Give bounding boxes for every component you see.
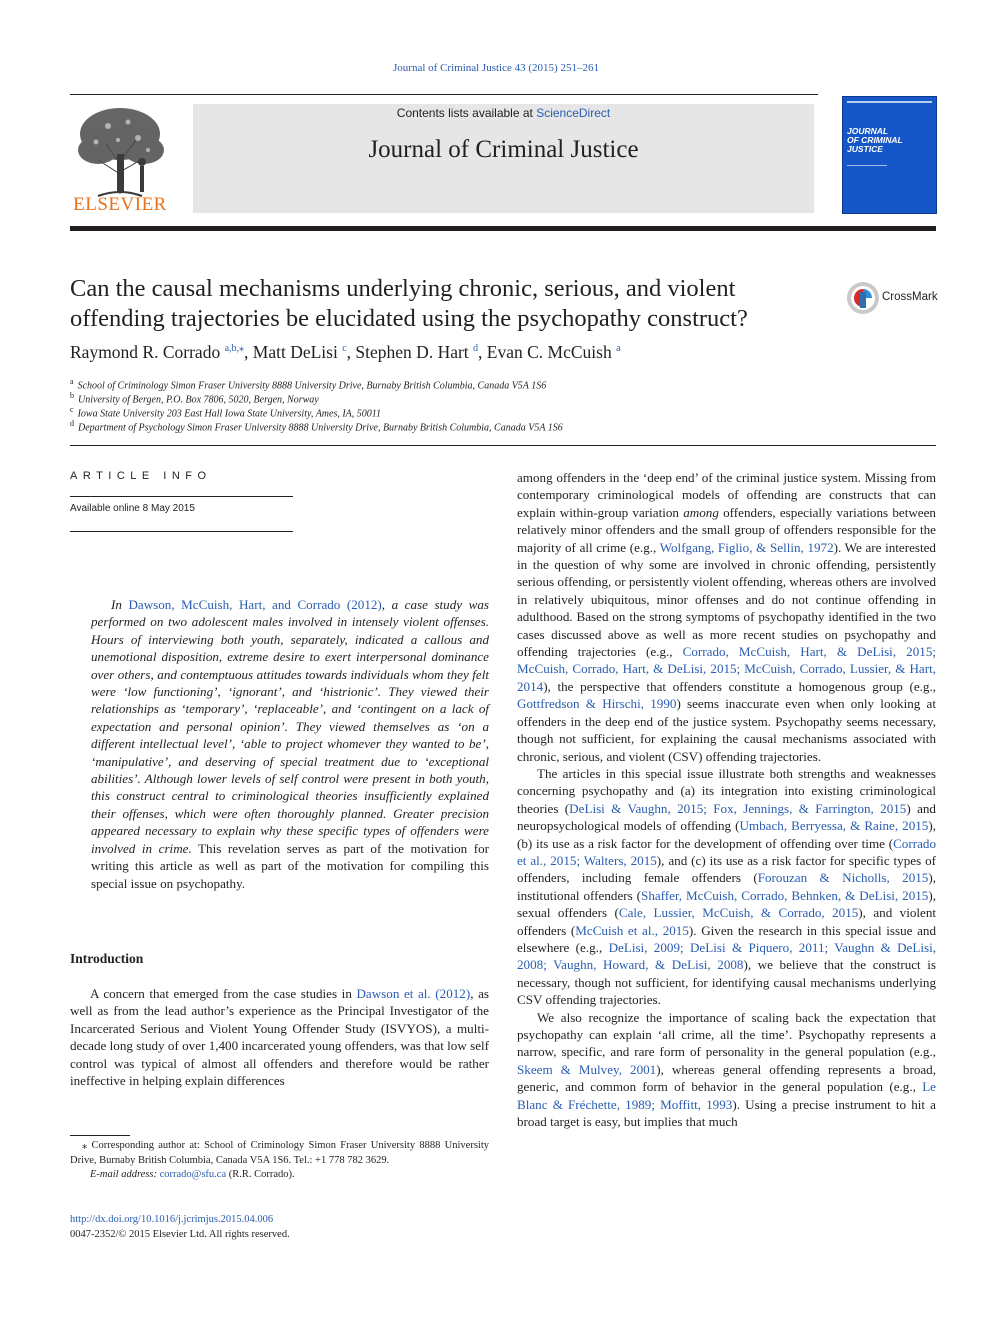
author-affiliation-marks[interactable]: a — [616, 343, 621, 355]
body-text: among offenders in the ‘deep end’ of the criminal justice system. Missing from contemporary criminological models of offending are constructs that can explain within-group variation — [517, 470, 936, 520]
reference-link[interactable]: Le Blanc & Fréchette, 1989; Moffitt, 1993 — [517, 1079, 936, 1112]
body-text: ), and (c) its use as a risk factor for specific types of offenders, including female offenders ( — [517, 852, 936, 886]
affiliation — [70, 391, 319, 405]
doi-block — [70, 1213, 290, 1242]
crossmark-button[interactable] — [846, 281, 946, 317]
right-column-body — [517, 469, 936, 1130]
corresponding-author-footnote — [70, 1139, 489, 1183]
body-text: ), (b) its use as a risk factor for the development of offending over time ( — [517, 818, 936, 851]
article-info-heading: ARTICLE INFO — [70, 470, 212, 482]
journal-title: Journal of Criminal Justice — [368, 136, 639, 163]
reference-link[interactable]: Corrado et al., 2015; Walters, 2015 — [517, 835, 936, 868]
reference-link[interactable]: Corrado, McCuish, Hart, & DeLisi, 2015; McCuish, Corrado, Hart, & DeLisi, 2015; McCuish, Corrado, Lussier, & Hart, 2014 — [517, 644, 936, 694]
journal-banner — [193, 104, 814, 213]
body-text: ), institutional offenders ( — [517, 870, 936, 903]
reference-link[interactable]: Umbach, Berryessa, & Raine, 2015 — [739, 818, 929, 834]
reference-link[interactable]: Dawson et al. (2012) — [356, 986, 471, 1001]
doi-link[interactable]: http://dx.doi.org/10.1016/j.jcrimjus.2015.04.006 — [70, 1214, 274, 1225]
body-text: ), the perspective that offenders constitute a homogenous group (e.g., — [543, 678, 936, 694]
affiliation-mark: c — [70, 405, 74, 414]
affiliation-divider — [70, 445, 936, 446]
body-text: ), and violent offenders ( — [517, 905, 937, 938]
article-title — [70, 274, 810, 334]
header-thick-divider — [70, 226, 936, 231]
reference-link[interactable]: Gottfredson & Hirschi, 1990 — [517, 696, 677, 712]
crossmark-icon — [846, 281, 880, 315]
affiliation-text: Iowa State University 203 East Hall Iowa State University, Ames, IA, 50011 — [77, 408, 382, 420]
affiliation-text: School of Criminology Simon Fraser University 8888 University Drive, Burnaby British Columbia, Canada V5A 1S6 — [77, 380, 547, 392]
body-text: offenders, especially variations between relatively minor offenders and the small group of offenders responsible for the majority of all crime (e.g., — [517, 504, 936, 555]
author-list — [70, 342, 621, 363]
abstract — [91, 596, 489, 892]
email-link[interactable]: corrado@sfu.ca — [159, 1169, 227, 1180]
journal-citation[interactable]: Journal of Criminal Justice 43 (2015) 251–261 — [393, 62, 599, 74]
author-affiliation-marks[interactable]: d — [473, 343, 479, 355]
affiliation-text: University of Bergen, P.O. Box 7806, 5020, Bergen, Norway — [78, 394, 319, 406]
affiliation — [70, 377, 546, 391]
article-info-divider — [70, 531, 293, 532]
article-info-divider — [70, 496, 293, 497]
body-text: ) and neuropsychological models of offending ( — [517, 800, 936, 834]
body-paragraph — [517, 1009, 936, 1131]
affiliation-text: Department of Psychology Simon Fraser University 8888 University Drive, Burnaby British Columbia, Canada V5A 1S6 — [78, 422, 563, 434]
reference-link[interactable]: Shaffer, McCuish, Corrado, Behnken, & DeLisi, 2015 — [641, 887, 929, 903]
body-text: , as well as from the lead author’s experience as the Principal Investigator of the Incarcerated Serious and Violent Young Offender Study (ISVYOS), a multi-decade long study of over 1,400 incarcerated young offenders, was that low self control was typical of almost all offenders and therefore would be rather ineffective in helping explain differences — [70, 986, 489, 1089]
reference-link[interactable]: Wolfgang, Figlio, & Sellin, 1972 — [659, 539, 834, 555]
reference-link[interactable]: McCuish et al., 2015 — [575, 922, 689, 938]
journal-cover-thumbnail[interactable] — [842, 96, 937, 214]
body-text: ), whereas general offending represents a broad, generic, and common form of behavior in the general population (e.g., — [517, 1061, 936, 1095]
emphasis-text: among — [683, 504, 719, 520]
body-text: The articles in this special issue illustrate both strengths and weaknesses concerning psychopathy and (a) its integration into existing criminological theories ( — [517, 765, 936, 816]
contents-prefix: Contents lists available at — [396, 106, 537, 120]
footnote-text: Corresponding author at: School of Criminology Simon Fraser University 8888 University Drive, Burnaby British Columbia, Canada V5A 1S6. Tel.: +1 778 782 3629. — [70, 1140, 489, 1166]
email-suffix: (R.R. Corrado). — [226, 1169, 295, 1180]
author-affiliation-marks[interactable]: c — [342, 343, 347, 355]
body-paragraph — [517, 469, 936, 765]
body-paragraph — [517, 765, 936, 1009]
cover-title-line: JUSTICE — [847, 144, 883, 154]
cover-title-line: JOURNAL — [847, 126, 889, 136]
author-name[interactable]: Raymond R. Corrado — [70, 342, 225, 362]
body-text: A concern that emerged from the case studies in — [90, 986, 357, 1001]
footnote-email-line — [70, 1168, 489, 1183]
copyright: 0047-2352/© 2015 Elsevier Ltd. All rights reserved. — [70, 1228, 290, 1240]
reference-link[interactable]: Cale, Lussier, McCuish, & Corrado, 2015 — [618, 905, 859, 921]
elsevier-wordmark: ELSEVIER — [73, 194, 167, 215]
cover-title-line: OF CRIMINAL — [847, 135, 903, 145]
body-text: ). Given the research in this special issue and elsewhere (e.g., — [517, 922, 937, 955]
affiliation-mark: a — [70, 377, 74, 386]
introduction-body — [70, 985, 489, 1089]
author-separator: , — [244, 342, 253, 362]
affiliation — [70, 405, 381, 419]
reference-link[interactable]: Skeem & Mulvey, 2001 — [517, 1061, 657, 1077]
affiliation-mark: b — [70, 391, 74, 400]
body-text: ). We are interested in the question of why some are involved in chronic offending, persistently serious offending, or persistently violent offending, whereas others are involved in relatively ubiquitous, minor offenses and do not continue offending in adulthood. Based on the strong symptoms of psychopathy identified in the two cases discussed above as well as more recent studies on psychopathy and offending trajectories (e.g., — [517, 539, 936, 660]
abstract-paragraph — [91, 596, 489, 892]
abstract-text: This revelation serves as part of the motivation for writing this article as well as part of the motivation for compiling this special issue on psychopathy. — [91, 840, 489, 891]
contents-line — [193, 106, 814, 120]
body-text: We also recognize the importance of scaling back the expectation that psychopathy can explain ‘all crime, all the time’. Psychopathy represents a narrow, specific, and rare form of personality in the general population (e.g., — [517, 1009, 936, 1060]
body-paragraph — [70, 985, 489, 1089]
author-affiliation-marks[interactable]: a,b,⁎ — [224, 343, 245, 355]
footnote-divider — [70, 1135, 130, 1136]
author-name[interactable]: Stephen D. Hart — [355, 342, 474, 362]
footnote-mark: ⁎ — [82, 1140, 88, 1151]
reference-link[interactable]: DeLisi & Vaughn, 2015; Fox, Jennings, & Farrington, 2015 — [569, 800, 907, 816]
reference-link[interactable]: Dawson, McCuish, Hart, and Corrado (2012) — [128, 597, 382, 612]
section-heading-introduction: Introduction — [70, 951, 144, 966]
article-title-line: offending trajectories be elucidated using the psychopathy construct? — [70, 305, 748, 332]
author-separator: , — [478, 342, 487, 362]
affiliation — [70, 419, 563, 433]
body-text: ), sexual offenders ( — [517, 887, 936, 921]
abstract-text: , a case study was performed on two adolescent males involved in intensely violent offenses. Hours of interviewing both youth, separately, indicated a callous and unemotional disposition, extreme desire to exert interpersonal dominance over others, and contemptuous attitudes towards individuals whom they felt were ‘low functioning’, ‘ignorant’, and ‘histrionic’. They viewed their relationships as ‘temporary’, ‘replaceable’, and ‘contingent on a lack of expectation and personal opinion’. They viewed themselves as ‘on a different intellectual level’, ‘able to project whomever they wanted to be’, ‘manipulative’, and deserving of special treatment due to ‘exceptional abilities’. Although lower levels of self control were present in both youth, this construct central to criminological theories insufficiently explained their offenses, which were often thoroughly planned. Greater precision appeared necessary to explain why these specific types of offenders were involved in crime. — [91, 597, 489, 856]
body-text: ), we believe that the construct is necessary, though not sufficient, for identifying causal mechanisms underlying CSV offending trajectories. — [517, 957, 936, 1008]
affiliation-mark: d — [70, 419, 74, 428]
footnote-line — [70, 1139, 489, 1168]
body-text: ) seems inaccurate even when only looking at offenders in the deep end of the justice system. Psychopathy seems necessary, though not sufficient, for explaining the causal mechanisms associated with chronic, serious, and violent (CSV) offending trajectories. — [517, 696, 936, 764]
sciencedirect-link[interactable]: ScienceDirect — [536, 106, 611, 120]
author-separator: , — [346, 342, 356, 362]
author-name[interactable]: Evan C. McCuish — [486, 342, 617, 362]
header-divider — [70, 94, 818, 95]
email-label: E-mail address: — [90, 1169, 160, 1180]
author-name[interactable]: Matt DeLisi — [252, 342, 343, 362]
elsevier-logo — [68, 104, 172, 216]
crossmark-label: CrossMark — [882, 291, 938, 303]
body-text: ). Using a precise instrument to hit a broad target is easy, but implies that much — [517, 1096, 936, 1130]
reference-link[interactable]: Forouzan & Nicholls, 2015 — [757, 870, 929, 886]
available-online: Available online 8 May 2015 — [70, 503, 195, 514]
reference-link[interactable]: DeLisi, 2009; DeLisi & Piquero, 2011; Vaughn & DeLisi, 2008; Vaughn, Howard, & DeLisi, 2008 — [517, 939, 937, 973]
article-title-line: Can the causal mechanisms underlying chronic, serious, and violent — [70, 275, 736, 302]
abstract-text: In — [111, 597, 129, 612]
